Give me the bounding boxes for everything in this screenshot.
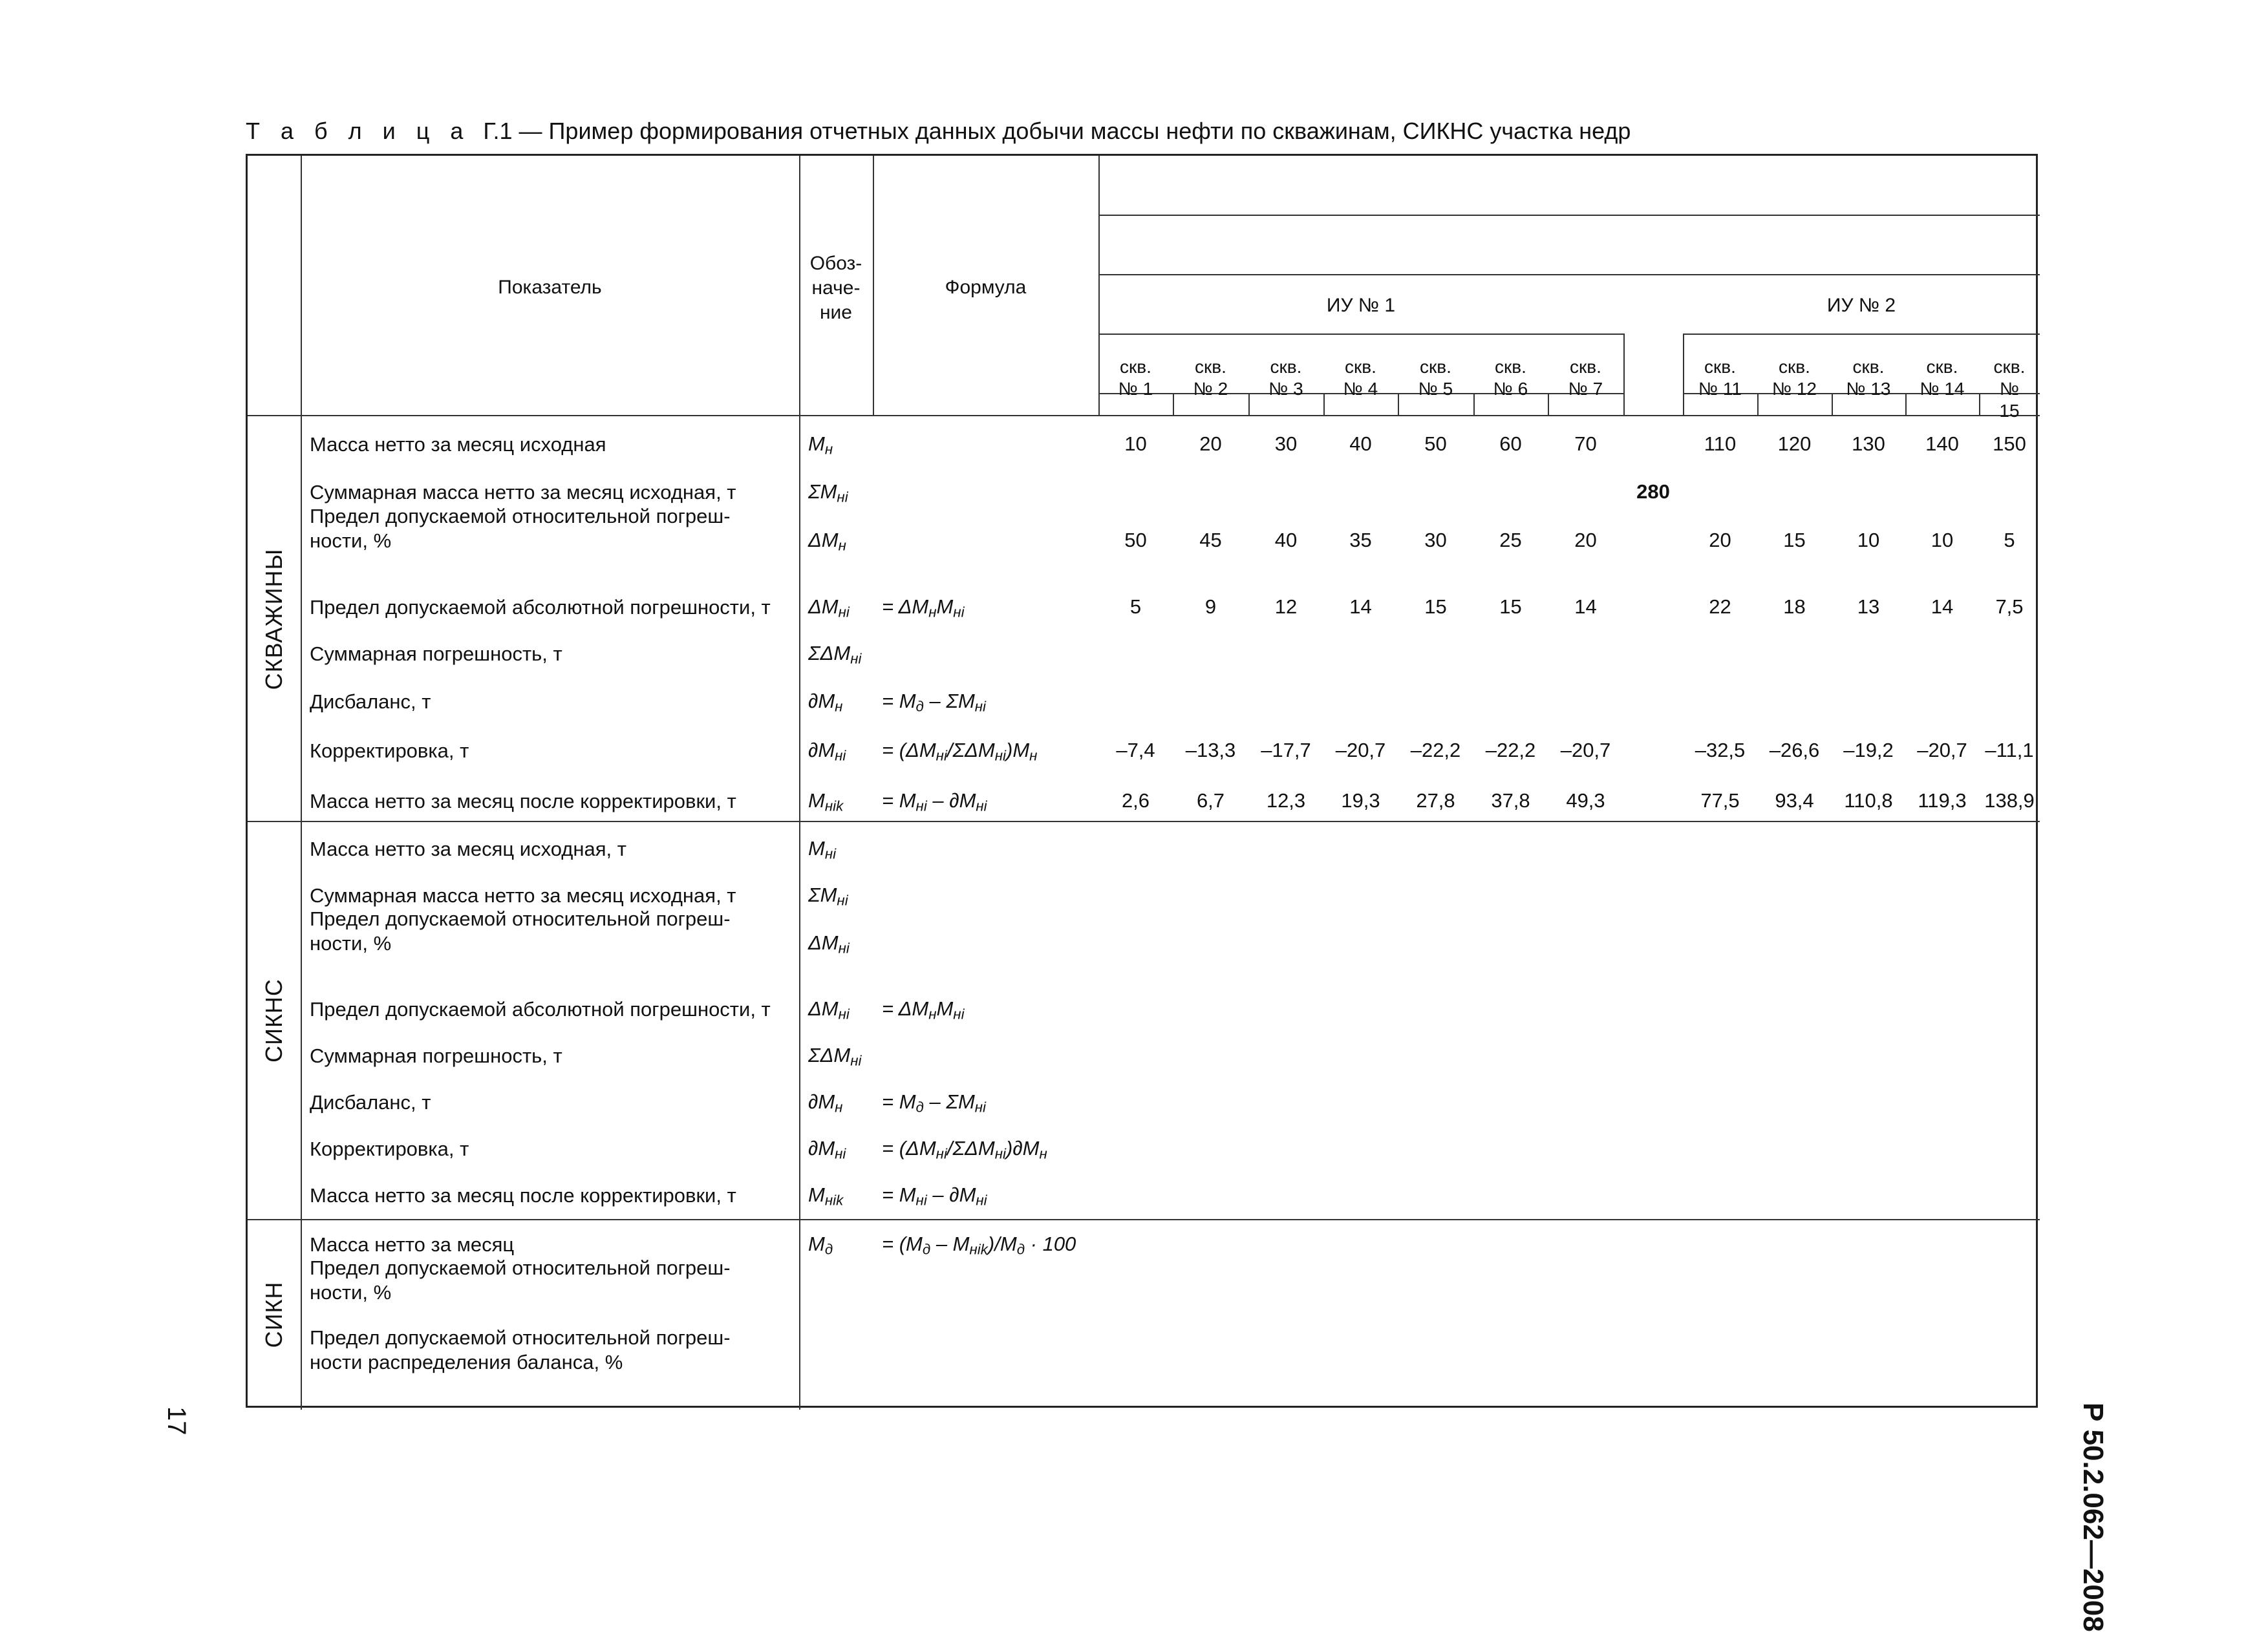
grid-line: [1905, 393, 1907, 416]
cell-value: 20: [1709, 529, 1731, 551]
grid-line: [1683, 334, 1684, 416]
header-well: скв. № 11: [1698, 357, 1742, 399]
row-label: Масса нетто за месяц: [310, 1233, 515, 1256]
total-value: 280: [1636, 480, 1670, 503]
row-formula: = $(\Delta M_{нi}/\Sigma\Delta M_{нi})M_н$: [882, 739, 1038, 764]
cell-value: 14: [1349, 595, 1372, 618]
cell-value: 150: [1993, 432, 2026, 455]
cell-value: 14: [1931, 595, 1954, 618]
row-label: Суммарная масса нетто за месяц исходная, т: [310, 884, 736, 907]
grid-line: [1398, 393, 1399, 416]
row-label: Предел допускаемой относительной погреш- ности, %: [310, 1256, 731, 1304]
cell-value: 5: [2004, 529, 2015, 551]
header-formula: Формула: [945, 277, 1027, 298]
document-number: Р 50.2.062—2008: [2077, 1403, 2109, 1632]
page-number: 17: [162, 1406, 191, 1436]
cell-value: 10: [1931, 529, 1954, 551]
cell-value: 20: [1199, 432, 1222, 455]
header-well: скв. № 4: [1343, 357, 1378, 399]
row-symbol: $M_н$: [808, 432, 833, 458]
table-caption: [246, 118, 1631, 145]
section-label: СИКНС: [261, 979, 287, 1063]
cell-value: 130: [1852, 432, 1885, 455]
cell-value: 110,8: [1844, 789, 1893, 812]
cell-value: –26,6: [1769, 739, 1820, 761]
row-symbol: $\Delta M_н$: [808, 529, 846, 554]
row-symbol: $\Delta M_{нi}$: [808, 931, 850, 957]
row-symbol: $\Delta M_{нi}$: [808, 997, 850, 1023]
grid-line: [1323, 393, 1325, 416]
cell-value: 14: [1574, 595, 1597, 618]
grid-line: [1098, 156, 1100, 416]
row-symbol: $\Sigma M_{нi}$: [808, 884, 848, 909]
row-formula: = $M_{нi} - \partial M_{нi}$: [882, 789, 987, 814]
row-symbol: $\Sigma\Delta M_{нi}$: [808, 1044, 862, 1069]
cell-value: –20,7: [1917, 739, 1967, 761]
row-formula: = $\Delta M_нM_{нi}$: [882, 595, 965, 620]
cell-value: 35: [1349, 529, 1372, 551]
cell-value: 20: [1574, 529, 1597, 551]
header-well: скв. № 2: [1193, 357, 1228, 399]
cell-value: –19,2: [1843, 739, 1894, 761]
cell-value: 50: [1424, 432, 1447, 455]
row-label: Суммарная погрешность, т: [310, 642, 562, 665]
cell-value: 2,6: [1121, 789, 1150, 812]
header-designation: Обоз- наче- ние: [809, 253, 862, 323]
cell-value: 30: [1274, 432, 1298, 455]
cell-value: 13: [1857, 595, 1880, 618]
cell-value: 5: [1129, 595, 1142, 618]
cell-value: 93,4: [1775, 789, 1814, 812]
header-well: скв. № 5: [1418, 357, 1453, 399]
cell-value: 120: [1777, 432, 1812, 455]
cell-value: 22: [1709, 595, 1731, 618]
grid-line: [1757, 393, 1759, 416]
grid-line: [1173, 393, 1174, 416]
grid-line: [1473, 393, 1475, 416]
grid-line: [1623, 334, 1625, 416]
grid-line: [1098, 215, 2040, 216]
header-iu1: ИУ № 1: [1326, 295, 1396, 316]
row-label: Масса нетто за месяц исходная, т: [310, 838, 626, 860]
grid-line: [799, 156, 800, 1410]
row-symbol: $\Sigma\Delta M_{нi}$: [808, 642, 862, 667]
row-label: Масса нетто за месяц исходная: [310, 433, 606, 456]
cell-value: 60: [1499, 432, 1522, 455]
row-symbol: $\partial M_н$: [808, 1090, 843, 1116]
row-label: Предел допускаемой абсолютной погрешности, т: [310, 596, 771, 619]
row-symbol: $\partial M_{нi}$: [808, 1137, 846, 1162]
row-label: Корректировка, т: [310, 1138, 469, 1160]
row-symbol: $M_{нik}$: [808, 789, 844, 814]
row-label: Дисбаланс, т: [310, 690, 431, 713]
cell-value: –20,7: [1335, 739, 1386, 761]
cell-value: 45: [1199, 529, 1222, 551]
cell-value: 12: [1274, 595, 1298, 618]
row-label: Суммарная погрешность, т: [310, 1044, 562, 1067]
cell-value: 12,3: [1266, 789, 1306, 812]
row-symbol: $\partial M_{нi}$: [808, 739, 846, 764]
row-symbol: $\Sigma M_{нi}$: [808, 480, 848, 505]
cell-value: –22,2: [1485, 739, 1536, 761]
grid-line: [1548, 393, 1549, 416]
cell-value: –7,4: [1116, 739, 1155, 761]
cell-value: 140: [1925, 432, 1959, 455]
grid-line: [1683, 334, 2040, 335]
row-symbol: $M_{нik}$: [808, 1183, 844, 1209]
header-iu2: ИУ № 2: [1826, 295, 1896, 316]
cell-value: 9: [1204, 595, 1217, 618]
row-label: Суммарная масса нетто за месяц исходная, т: [310, 481, 736, 503]
row-label: Предел допускаемой абсолютной погрешности, т: [310, 998, 771, 1021]
row-label: Предел допускаемой относительной погреш- ности распределения баланса, %: [310, 1326, 731, 1373]
cell-value: 49,3: [1566, 789, 1605, 812]
row-label: Масса нетто за месяц после корректировки, т: [310, 1184, 736, 1207]
cell-value: –32,5: [1695, 739, 1746, 761]
grid-line: [248, 415, 2040, 416]
grid-line: [1098, 274, 2040, 275]
header-well: скв. № 7: [1568, 357, 1603, 399]
grid-line: [1098, 334, 1623, 335]
cell-value: –22,2: [1410, 739, 1461, 761]
cell-value: 6,7: [1196, 789, 1225, 812]
cell-value: 30: [1424, 529, 1447, 551]
grid-line: [1979, 393, 1980, 416]
grid-line: [248, 821, 2040, 822]
row-formula: = $M_д - \Sigma M_{нi}$: [882, 1090, 987, 1116]
cell-value: –20,7: [1560, 739, 1611, 761]
cell-value: –11,1: [1985, 739, 2034, 761]
row-label: Предел допускаемой относительной погреш- ности, %: [310, 907, 731, 955]
grid-line: [301, 156, 302, 1410]
cell-value: 27,8: [1416, 789, 1455, 812]
row-formula: = $(\Delta M_{нi}/\Sigma\Delta M_{нi})\partial M_н$: [882, 1137, 1047, 1162]
cell-value: 25: [1499, 529, 1522, 551]
header-well: скв. № 13: [1846, 357, 1891, 399]
caption-text: Г.1 — Пример формирования отчетных данных добычи массы нефти по скважинам, СИКНС участка недр: [483, 118, 1631, 144]
section-label: СИКН: [261, 1281, 287, 1348]
grid-line: [1248, 393, 1250, 416]
row-label: Корректировка, т: [310, 739, 469, 762]
cell-value: 37,8: [1491, 789, 1530, 812]
row-symbol: $\partial M_н$: [808, 690, 843, 715]
cell-value: 138,9: [1984, 789, 2035, 812]
cell-value: 119,3: [1918, 789, 1967, 812]
header-well: скв. № 14: [1920, 357, 1965, 399]
header-well: скв. № 15: [1993, 357, 2026, 421]
row-label: Масса нетто за месяц после корректировки, т: [310, 790, 736, 812]
header-well: скв. № 1: [1118, 357, 1153, 399]
row-label: Дисбаланс, т: [310, 1091, 431, 1114]
cell-value: 19,3: [1341, 789, 1380, 812]
data-table: [246, 154, 2038, 1408]
cell-value: –17,7: [1261, 739, 1311, 761]
section-label: СКВАЖИНЫ: [261, 548, 287, 690]
row-formula: = $M_{нi} - \partial M_{нi}$: [882, 1183, 987, 1209]
header-indicator: Показатель: [498, 277, 602, 298]
cell-value: 50: [1124, 529, 1147, 551]
cell-value: 70: [1574, 432, 1597, 455]
row-symbol: $M_{нi}$: [808, 837, 837, 862]
row-formula: = $\Delta M_нM_{нi}$: [882, 997, 965, 1023]
cell-value: 15: [1424, 595, 1447, 618]
cell-value: 40: [1274, 529, 1298, 551]
cell-value: 10: [1857, 529, 1880, 551]
row-formula: = $M_д - \Sigma M_{нi}$: [882, 690, 987, 715]
grid-line: [1832, 393, 1833, 416]
row-symbol: $M_д$: [808, 1233, 833, 1258]
cell-value: 10: [1124, 432, 1147, 455]
row-formula: = $(M_д - M_{нik})/M_д \cdot 100$: [882, 1233, 1076, 1258]
cell-value: 15: [1783, 529, 1806, 551]
header-well: скв. № 6: [1493, 357, 1528, 399]
cell-value: 18: [1783, 595, 1806, 618]
header-well: скв. № 3: [1268, 357, 1303, 399]
cell-value: 7,5: [1995, 595, 2024, 618]
header-well: скв. № 12: [1772, 357, 1817, 399]
grid-line: [248, 1219, 2040, 1220]
cell-value: 15: [1499, 595, 1522, 618]
cell-value: 40: [1349, 432, 1372, 455]
row-symbol: $\Delta M_{нi}$: [808, 595, 850, 620]
cell-value: 110: [1704, 432, 1737, 455]
cell-value: 77,5: [1700, 789, 1740, 812]
row-label: Предел допускаемой относительной погреш- ности, %: [310, 505, 731, 552]
cell-value: –13,3: [1185, 739, 1236, 761]
caption-prefix: Т а б л и ц а: [246, 118, 471, 144]
